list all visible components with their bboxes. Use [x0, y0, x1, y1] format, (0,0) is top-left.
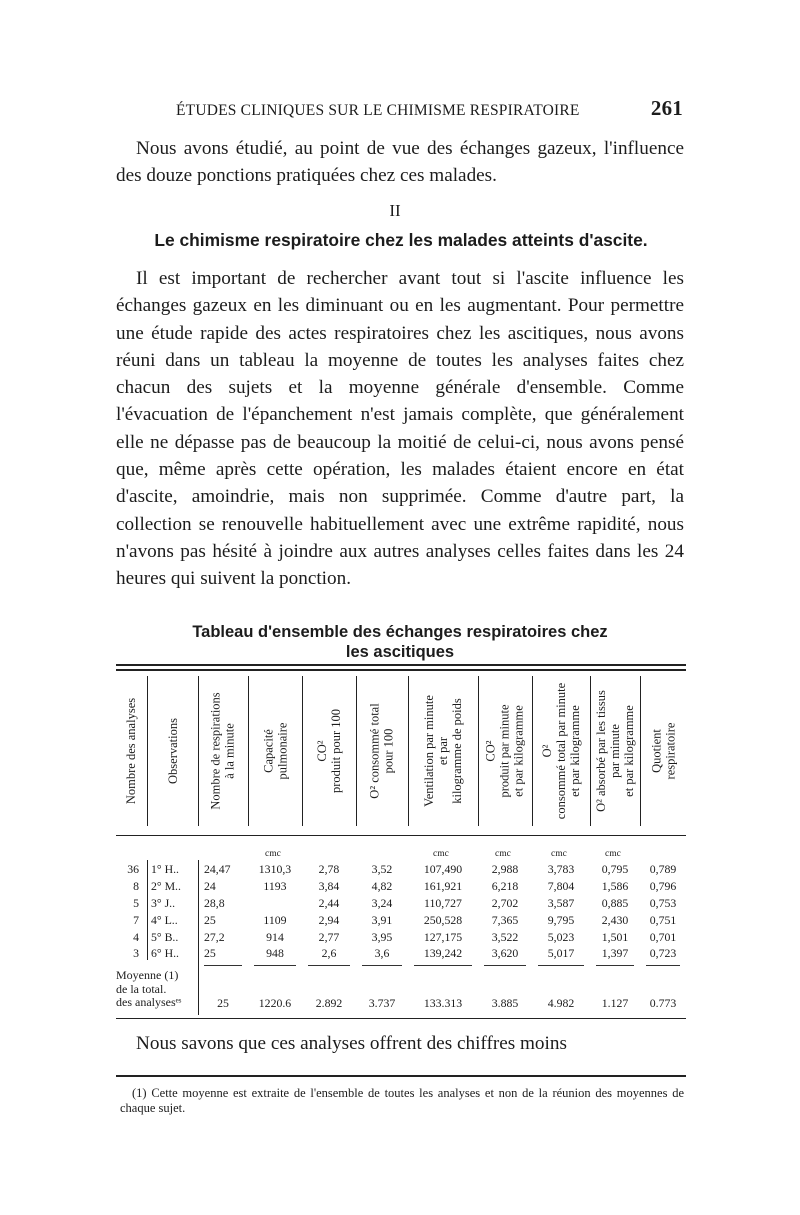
column-header-text: Nombre de respirations à la minute: [209, 692, 238, 810]
moyenne-value: 1220.6: [258, 996, 292, 1010]
separator-dash: [362, 965, 402, 966]
table-cell: 7: [133, 913, 139, 927]
table-cell: 0,789: [649, 862, 677, 876]
page-number: 261: [650, 96, 683, 120]
table-cell: 1193: [263, 879, 287, 893]
moyenne-value: 25: [217, 996, 229, 1010]
table-cell: 3,52: [371, 862, 393, 876]
table-top-rule-2: [116, 669, 686, 671]
column-header: [302, 676, 356, 826]
unit-label: cmc: [495, 849, 511, 859]
table-cell: 3,91: [371, 913, 393, 927]
paragraph-continuation: Nous savons que ces analyses offrent des chiffres moins: [136, 1033, 567, 1054]
table-cell: 2,77: [318, 930, 340, 944]
table-header-rule: [116, 835, 686, 836]
table-cell: 110,727: [424, 896, 462, 910]
table-cell: 6,218: [491, 879, 519, 893]
column-header: [147, 676, 198, 826]
table-cell: 2° M..: [151, 879, 181, 893]
table-cell: 948: [266, 946, 284, 960]
column-header-text: CO² produit pour 100: [315, 708, 343, 794]
table-cell: 3,24: [371, 896, 393, 910]
table-cell: 2,430: [601, 913, 629, 927]
table-cell: 0,885: [601, 896, 629, 910]
table-cell: 107,490: [423, 862, 463, 876]
table-cell: 27,2: [204, 930, 225, 944]
moyenne-label: [116, 969, 181, 1010]
moyenne-value: 133.313: [423, 996, 463, 1010]
table-cell: 161,921: [423, 879, 463, 893]
unit-label: cmc: [605, 849, 621, 859]
body-column-divider: [147, 860, 148, 960]
table-cell: 1310,3: [258, 862, 292, 876]
column-header: [198, 676, 248, 826]
table-cell: 1,586: [601, 879, 629, 893]
table-title-line-2: les ascitiques: [345, 643, 455, 661]
table-cell: 2,702: [491, 896, 519, 910]
table-cell: 4° L..: [151, 913, 178, 927]
column-header: [408, 676, 478, 826]
column-header: [356, 676, 408, 826]
table-cell: 3° J..: [151, 896, 176, 910]
section-number: II: [389, 201, 401, 220]
column-header: [532, 676, 590, 826]
column-header-text: O² consommé total par minute et par kilogramme: [540, 682, 582, 820]
separator-dash: [538, 965, 584, 966]
moyenne-value: 2.892: [315, 996, 343, 1010]
unit-label: cmc: [433, 849, 449, 859]
table-cell: 1,501: [601, 930, 629, 944]
moyenne-label-line: des analysesᵉˢ: [116, 995, 182, 1009]
table-cell: 28,8: [204, 896, 225, 910]
moyenne-value: 3.737: [368, 996, 396, 1010]
column-header: [116, 676, 147, 826]
table-cell: 0,753: [649, 896, 677, 910]
table-title-line-1: Tableau d'ensemble des échanges respiratoires chez: [192, 623, 608, 641]
table-cell: 2,6: [321, 946, 337, 960]
footnote-rule: [116, 1075, 686, 1077]
table-cell: 3,587: [547, 896, 575, 910]
table-cell: 3: [133, 946, 139, 960]
table-cell: 0,751: [649, 913, 677, 927]
moyenne-value: 0.773: [649, 996, 677, 1010]
table-cell: 8: [133, 879, 139, 893]
table-cell: 24: [204, 879, 216, 893]
table-cell: 3,95: [371, 930, 393, 944]
table-cell: 36: [127, 862, 139, 876]
table-cell: 5,017: [547, 946, 575, 960]
paragraph-main: Il est important de rechercher avant tout si l'ascite influence les échanges gazeux en les diminuant ou en les augmentant. Pour permettre une étude rapide des actes respiratoires chez les ascitiques, nous avons réuni dans un tableau la moyenne de toutes les analyses faites chez chacun des sujets et la moyenne générale d'ensemble. Comme l'évacuation de l'épanchement n'est jamais complète, que généralement elle ne dépasse pas de beaucoup la moitié de celui-ci, nous avons pensé que, même après cette opération, les malades étaient encore en état d'ascite, amoindrie, mais non supprimée. Comme d'autre part, la collection se renouvelle habituellement avec une extrême rapidité, nous n'avons pas hésité à joindre aux autres analyses celles faites dans les 24 heures qui suivent la ponction.: [116, 268, 684, 590]
body-column-divider: [198, 860, 199, 1015]
table-cell: 5° B..: [151, 930, 179, 944]
moyenne-label-line: Moyenne (1): [116, 968, 179, 982]
footnote: (1) Cette moyenne est extraite de l'ensemble de toutes les analyses et non de la réunion des moyennes de chaque sujet.: [120, 1086, 684, 1115]
table-cell: 7,804: [547, 879, 575, 893]
table-cell: 2,44: [318, 896, 340, 910]
column-header-text: Nombre des analyses: [124, 697, 139, 805]
column-header-text: Observations: [165, 718, 180, 784]
table-cell: 3,6: [374, 946, 390, 960]
column-header-text: Ventilation par minute et par kilogramme de poids: [422, 695, 464, 807]
table-cell: 5: [133, 896, 139, 910]
unit-label: cmc: [551, 849, 567, 859]
table-cell: 2,78: [318, 862, 340, 876]
table-cell: 25: [204, 946, 216, 960]
separator-dash: [254, 965, 296, 966]
table-bottom-rule: [116, 1018, 686, 1019]
table-cell: 127,175: [423, 930, 463, 944]
section-title: Le chimisme respiratoire chez les malades atteints d'ascite.: [154, 230, 648, 250]
table-cell: 3,84: [318, 879, 340, 893]
running-title: ÉTUDES CLINIQUES SUR LE CHIMISME RESPIRATOIRE: [176, 102, 580, 119]
table-cell: 9,795: [547, 913, 575, 927]
table-cell: 4: [133, 930, 139, 944]
table-cell: 0,723: [649, 946, 677, 960]
separator-dash: [308, 965, 350, 966]
paragraph-intro: Nous avons étudié, au point de vue des échanges gazeux, l'influence des douze ponctions pratiquées chez ces malades.: [116, 138, 684, 187]
running-header: [118, 96, 683, 124]
table-cell: 2,94: [318, 913, 340, 927]
table-cell: 139,242: [423, 946, 463, 960]
table-cell: 24,47: [204, 862, 231, 876]
column-header: [640, 676, 686, 826]
table-cell: 1,397: [601, 946, 629, 960]
column-header-text: Quotient respiratoire: [649, 722, 678, 780]
table-cell: 1° H..: [151, 862, 179, 876]
table-cell: 914: [266, 930, 284, 944]
moyenne-value: 3.885: [491, 996, 519, 1010]
moyenne-label-line: de la total.: [116, 981, 167, 996]
table-cell: 2,988: [491, 862, 519, 876]
table-title: [116, 622, 684, 662]
table-cell: 4,82: [371, 879, 393, 893]
separator-dash: [414, 965, 472, 966]
column-header-text: Capacité pulmonaire: [261, 722, 289, 780]
table-cell: 3,783: [547, 862, 575, 876]
table-cell: 7,365: [491, 913, 519, 927]
column-header: [248, 676, 302, 826]
column-header-text: CO² produit par minute et par kilogramme: [484, 704, 527, 798]
separator-dash: [204, 965, 242, 966]
column-header: [478, 676, 532, 826]
table-cell: 0,796: [649, 879, 677, 893]
table-cell: 3,620: [491, 946, 519, 960]
table-cell: 3,522: [491, 930, 519, 944]
column-header: [590, 676, 640, 826]
unit-label: cmc: [265, 849, 281, 859]
table-cell: 250,528: [423, 913, 463, 927]
table-cell: 5,023: [547, 930, 575, 944]
table-cell: 0,795: [601, 862, 629, 876]
moyenne-value: 4.982: [547, 996, 575, 1010]
separator-dash: [596, 965, 634, 966]
table-cell: 1109: [263, 913, 287, 927]
table-cell: 6° H..: [151, 946, 179, 960]
moyenne-value: 1.127: [601, 996, 629, 1010]
table-cell: 25: [204, 913, 216, 927]
column-header-text: O² absorbé par les tissus par minute et par kilogramme: [594, 690, 637, 812]
table-top-rule-1: [116, 664, 686, 666]
table-cell: 0,701: [649, 930, 677, 944]
column-header-text: O² consommé total pour 100: [368, 703, 396, 799]
separator-dash: [646, 965, 680, 966]
separator-dash: [484, 965, 526, 966]
